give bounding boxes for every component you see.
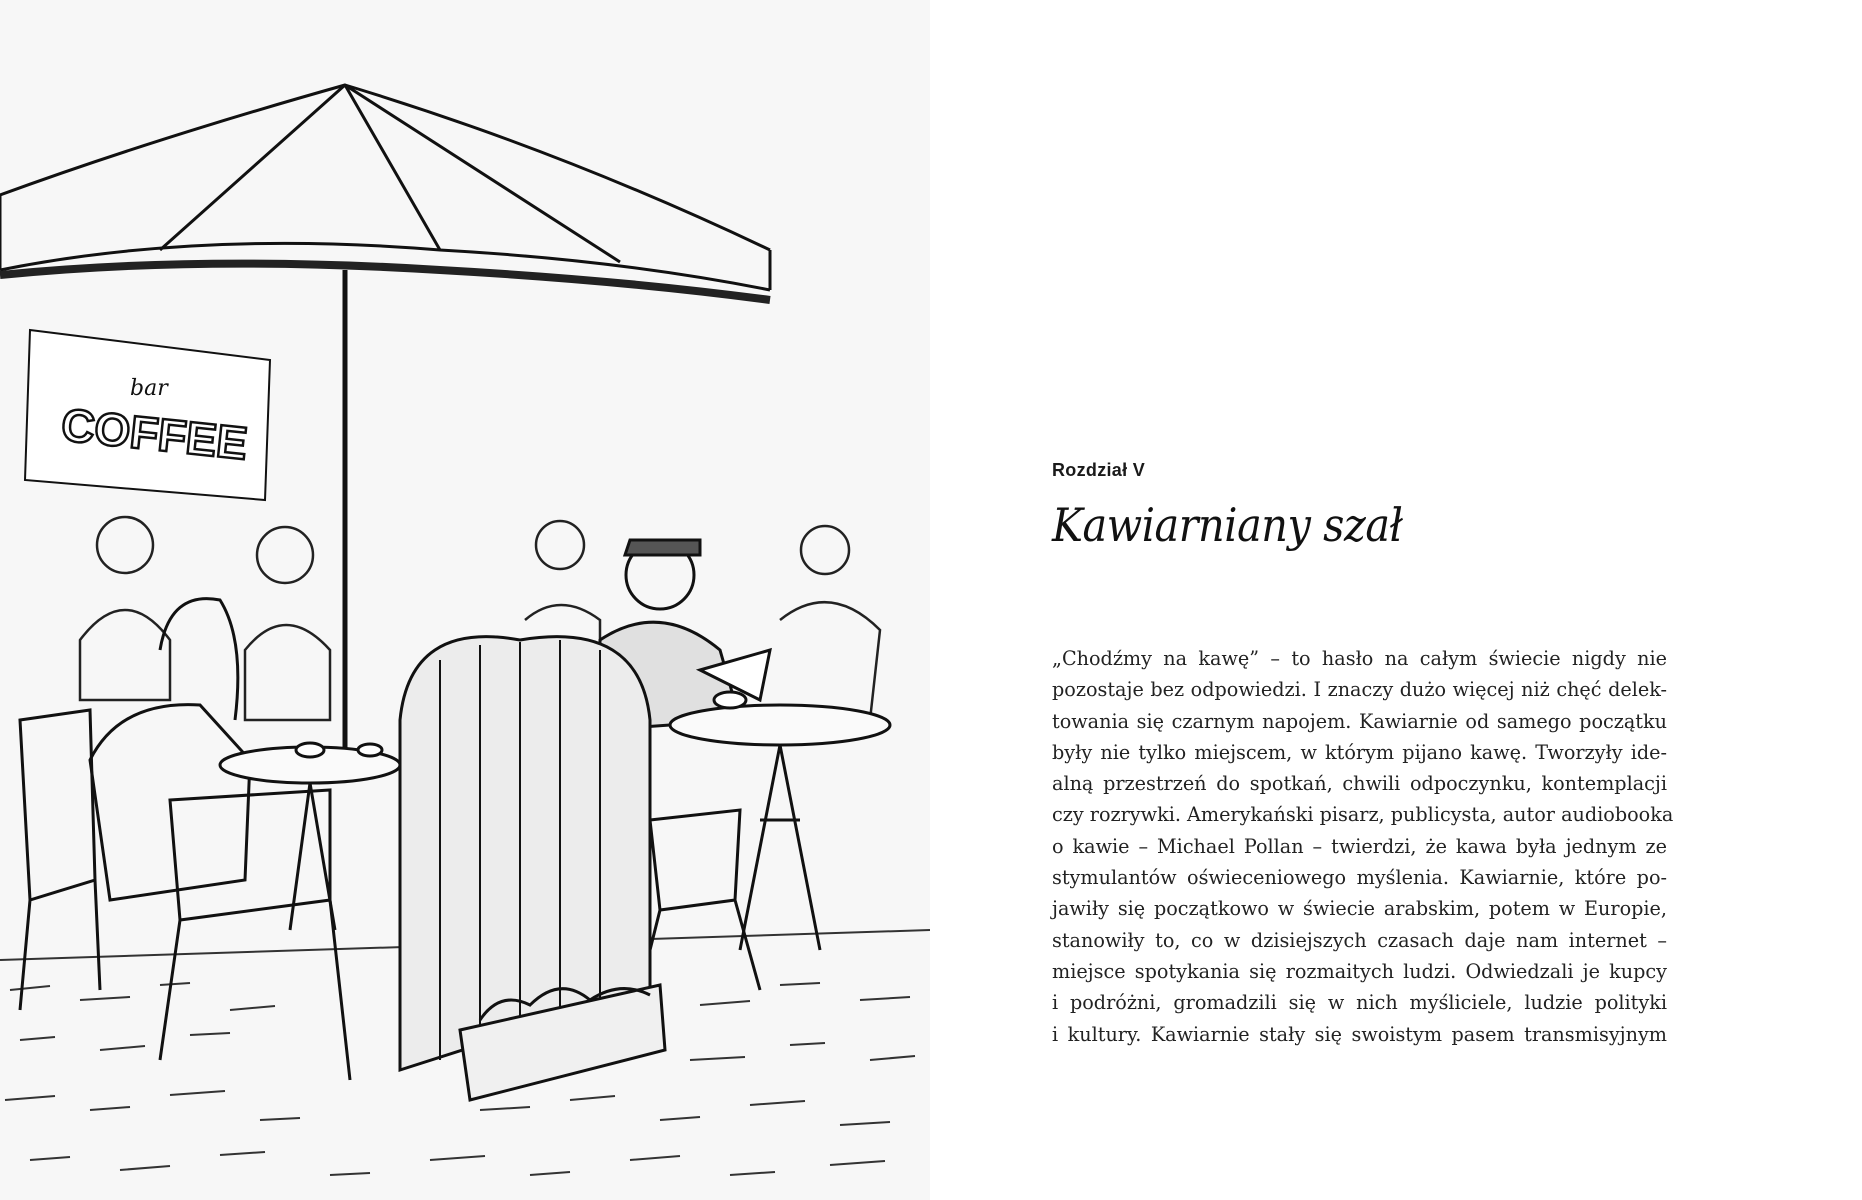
- body-line: „Chodźmy na kawę” – to hasło na całym świecie nigdy nie: [1052, 647, 1667, 670]
- body-line: jawiły się początkowo w świecie arabskim, potem w Europie,: [1052, 897, 1667, 921]
- sign-coffee-text: COFFEE: [58, 398, 250, 470]
- body-paragraph: [1052, 643, 1674, 1050]
- body-line: stymulantów oświeceniowego myślenia. Kawiarnie, które po-: [1052, 866, 1667, 890]
- body-line: pozostaje bez odpowiedzi. I znaczy dużo więcej niż chęć delek-: [1052, 678, 1667, 702]
- body-line: towania się czarnym napojem. Kawiarnie od samego początku: [1052, 709, 1667, 733]
- cafe-sketch: [0, 0, 930, 1200]
- chapter-title: Kawiarniany szał: [1052, 498, 1403, 552]
- body-line: i kultury. Kawiarnie stały się swoistym pasem transmisyjnym: [1052, 1022, 1667, 1046]
- chapter-label: Rozdział V: [1052, 460, 1146, 480]
- body-line: stanowiły to, co w dzisiejszych czasach daje nam internet –: [1052, 928, 1667, 952]
- text-page: [930, 0, 1862, 1200]
- body-line: miejsce spotykania się rozmaitych ludzi. Odwiedzali je kupcy: [1052, 959, 1667, 983]
- body-line: i podróżni, gromadzili się w nich myśliciele, ludzie polityki: [1052, 991, 1667, 1015]
- sign-script-text: bar: [130, 376, 168, 401]
- body-line: były nie tylko miejscem, w którym pijano kawę. Tworzyły ide-: [1052, 740, 1667, 764]
- coffee-sign: [25, 330, 270, 500]
- cafe-illustration: [0, 0, 930, 1200]
- body-line: czy rozrywki. Amerykański pisarz, publicysta, autor audiobooka: [1052, 803, 1674, 827]
- wooden-screen: [400, 637, 665, 1100]
- body-line: alną przestrzeń do spotkań, chwili odpoczynku, kontemplacji: [1052, 772, 1667, 796]
- body-line: o kawie – Michael Pollan – twierdzi, że kawa była jednym ze: [1052, 834, 1667, 858]
